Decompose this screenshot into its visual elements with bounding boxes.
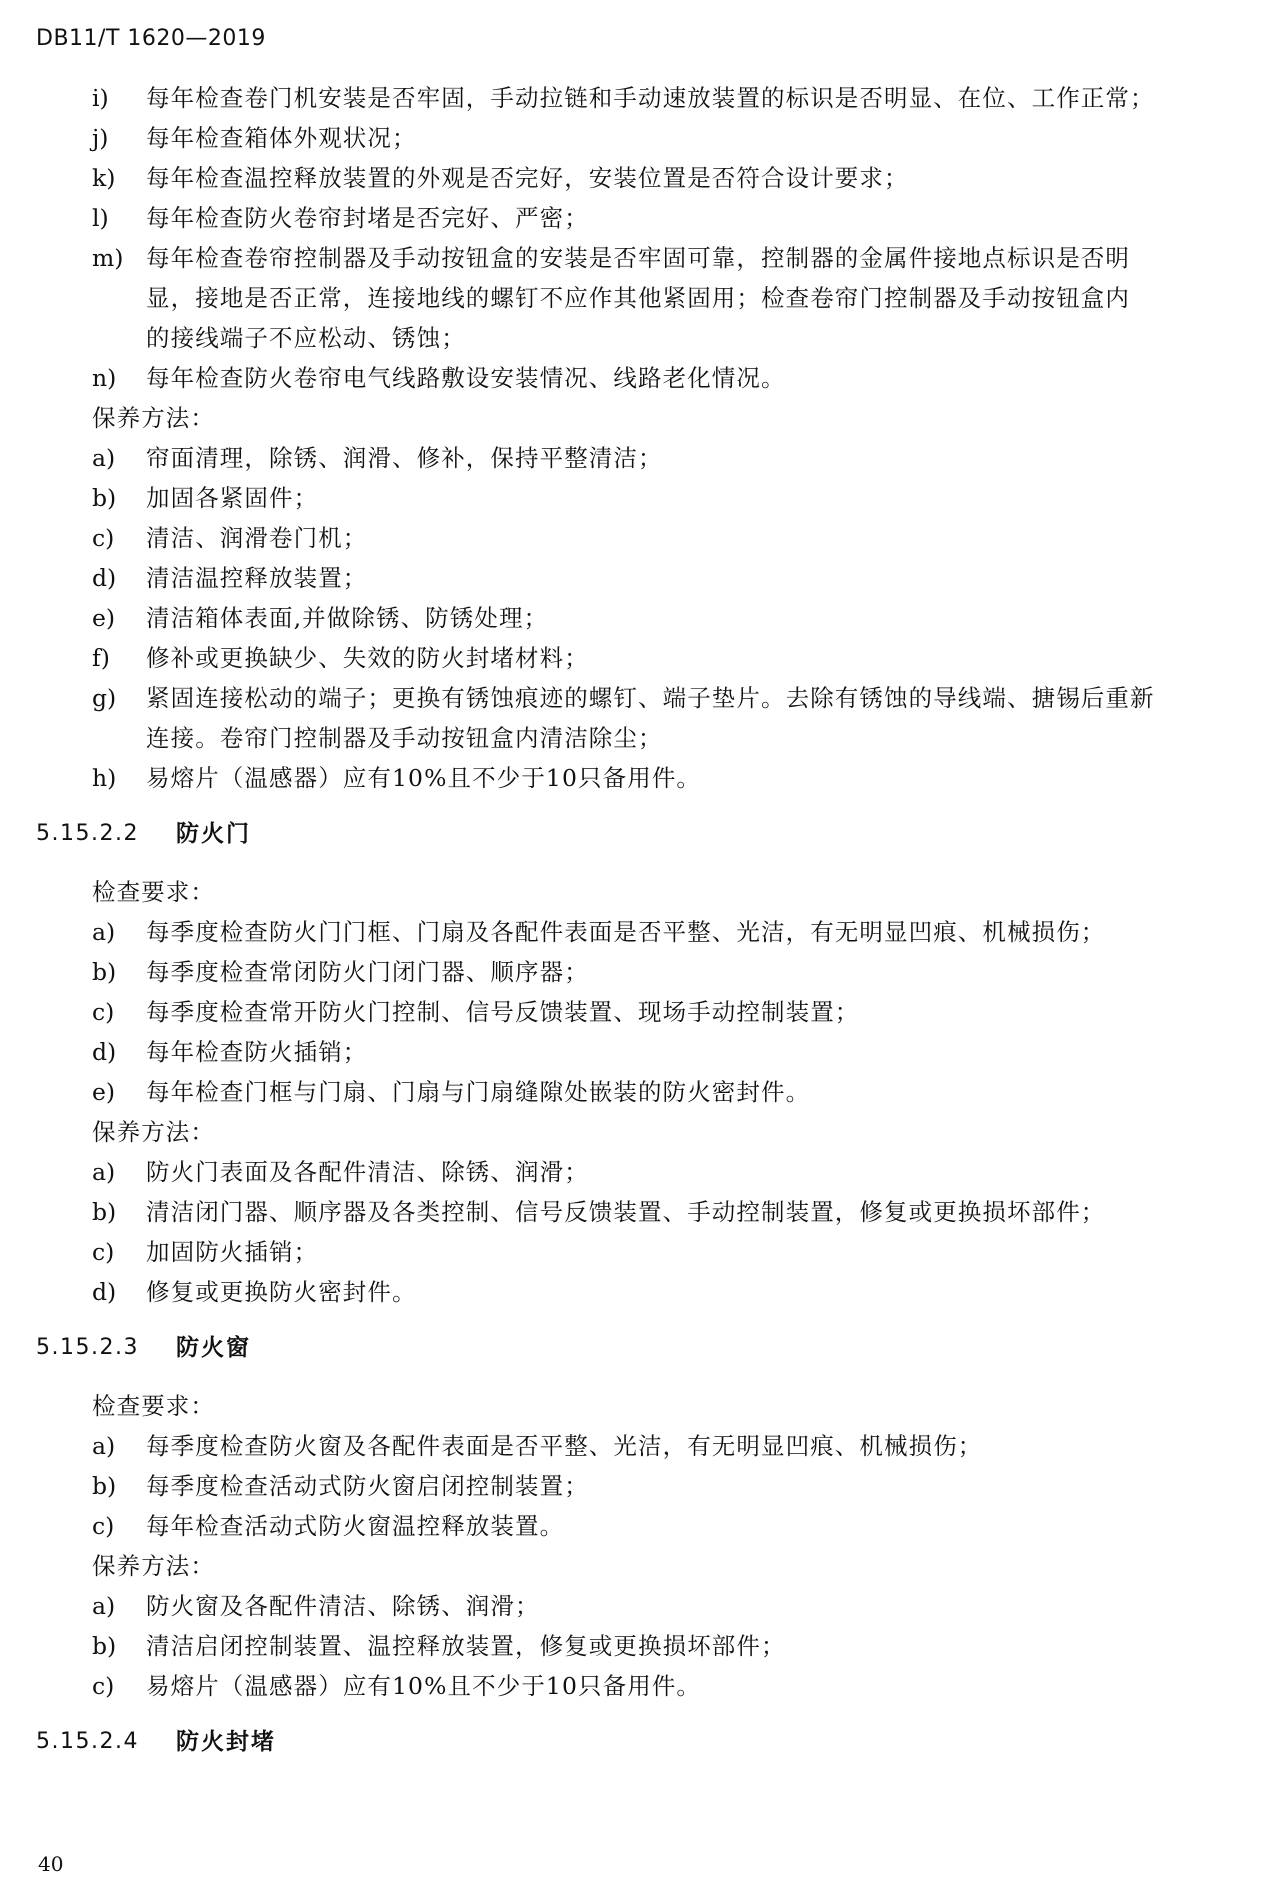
list-item-marker: a) — [92, 1158, 116, 1186]
subsection-label — [0, 1546, 1280, 1586]
list-item-marker: c) — [92, 1672, 115, 1700]
list-item-marker: b) — [92, 1632, 117, 1660]
list-item-text: 每年检查防火插销； — [146, 1038, 368, 1066]
list-item-text: 加固防火插销； — [146, 1238, 319, 1266]
subsection-label-text: 检查要求： — [92, 1392, 215, 1420]
list-item-text: 每年检查门框与门扇、门扇与门扇缝隙处嵌装的防火密封件。 — [146, 1078, 811, 1106]
list-item-marker: b) — [92, 1472, 117, 1500]
list-item — [0, 78, 1280, 118]
list-item — [0, 1426, 1280, 1466]
list-item-text: 清洁箱体表面,并做除锈、防锈处理； — [146, 604, 549, 632]
list-item-text: 易熔片（温感器）应有10%且不少于10只备用件。 — [146, 764, 702, 792]
list-item-marker: k) — [92, 164, 116, 192]
document-body — [0, 78, 1280, 1780]
list-item — [0, 1192, 1280, 1232]
list-item-marker: d) — [92, 1278, 117, 1306]
list-item — [0, 1072, 1280, 1112]
subsection-label — [0, 398, 1280, 438]
list-item-marker: c) — [92, 524, 115, 552]
subsection-label — [0, 872, 1280, 912]
list-item-text: 清洁闭门器、顺序器及各类控制、信号反馈装置、手动控制装置，修复或更换损坏部件； — [146, 1198, 1106, 1226]
list-item — [0, 1152, 1280, 1192]
list-item — [0, 912, 1280, 952]
list-item-text: 显，接地是否正常，连接地线的螺钉不应作其他紧固用；检查卷帘门控制器及手动按钮盒内 — [146, 284, 1130, 312]
list-item-text: 防火窗及各配件清洁、除锈、润滑； — [146, 1592, 540, 1620]
list-item — [0, 238, 1280, 278]
section-number: 5.15.2.3 — [36, 1335, 139, 1360]
list-item-continuation — [0, 718, 1280, 758]
page-number: 40 — [38, 1852, 64, 1876]
list-item — [0, 1232, 1280, 1272]
subsection-label — [0, 1386, 1280, 1426]
list-item — [0, 438, 1280, 478]
document-code: DB11/T 1620—2019 — [36, 26, 266, 51]
section-heading — [0, 810, 1280, 858]
subsection-label-text: 保养方法： — [92, 404, 215, 432]
section-number: 5.15.2.4 — [36, 1729, 139, 1754]
list-item-marker: c) — [92, 1238, 115, 1266]
subsection-label — [0, 1112, 1280, 1152]
list-item-text: 每季度检查防火窗及各配件表面是否平整、光洁，有无明显凹痕、机械损伤； — [146, 1432, 983, 1460]
list-item — [0, 992, 1280, 1032]
list-item-text: 每年检查防火卷帘封堵是否完好、严密； — [146, 204, 589, 232]
list-item-text: 帘面清理，除锈、润滑、修补，保持平整清洁； — [146, 444, 663, 472]
list-item-marker: e) — [92, 1078, 116, 1106]
list-item-marker: h) — [92, 764, 117, 792]
list-item — [0, 638, 1280, 678]
list-item — [0, 558, 1280, 598]
list-item — [0, 1666, 1280, 1706]
section-title: 防火门 — [176, 821, 251, 847]
subsection-label-text: 保养方法： — [92, 1552, 215, 1580]
list-item — [0, 1586, 1280, 1626]
list-item-text: 连接。卷帘门控制器及手动按钮盒内清洁除尘； — [146, 724, 663, 752]
list-item-text: 加固各紧固件； — [146, 484, 319, 512]
list-item — [0, 1032, 1280, 1072]
list-item-text: 每年检查防火卷帘电气线路敷设安装情况、线路老化情况。 — [146, 364, 786, 392]
list-item — [0, 198, 1280, 238]
list-item — [0, 598, 1280, 638]
list-item — [0, 118, 1280, 158]
list-item-text: 每季度检查防火门门框、门扇及各配件表面是否平整、光洁，有无明显凹痕、机械损伤； — [146, 918, 1106, 946]
list-item — [0, 478, 1280, 518]
list-item-marker: a) — [92, 444, 116, 472]
section-title: 防火封堵 — [176, 1729, 276, 1755]
section-heading — [0, 1718, 1280, 1766]
section-title: 防火窗 — [176, 1335, 251, 1361]
list-item — [0, 1272, 1280, 1312]
list-item-marker: a) — [92, 918, 116, 946]
section-heading — [0, 1324, 1280, 1372]
list-item-marker: d) — [92, 564, 117, 592]
list-item-text: 每季度检查常闭防火门闭门器、顺序器； — [146, 958, 589, 986]
list-item-marker: g) — [92, 684, 117, 712]
list-item-text: 清洁温控释放装置； — [146, 564, 368, 592]
list-item-marker: e) — [92, 604, 116, 632]
subsection-label-text: 检查要求： — [92, 878, 215, 906]
list-item-text: 每年检查活动式防火窗温控释放装置。 — [146, 1512, 565, 1540]
list-item — [0, 758, 1280, 798]
list-item-text: 每年检查卷门机安装是否牢固，手动拉链和手动速放装置的标识是否明显、在位、工作正常； — [146, 84, 1155, 112]
list-item-text: 清洁、润滑卷门机； — [146, 524, 368, 552]
list-item — [0, 358, 1280, 398]
list-item — [0, 678, 1280, 718]
list-item-text: 每季度检查常开防火门控制、信号反馈装置、现场手动控制装置； — [146, 998, 860, 1026]
list-item-marker: l) — [92, 204, 109, 232]
list-item-marker: a) — [92, 1592, 116, 1620]
list-item-text: 清洁启闭控制装置、温控释放装置，修复或更换损坏部件； — [146, 1632, 786, 1660]
list-item-marker: b) — [92, 958, 117, 986]
subsection-label-text: 保养方法： — [92, 1118, 215, 1146]
list-item-marker: m) — [92, 244, 124, 272]
list-item-marker: f) — [92, 644, 110, 672]
list-item — [0, 518, 1280, 558]
list-item-text: 易熔片（温感器）应有10%且不少于10只备用件。 — [146, 1672, 702, 1700]
list-item-text: 每季度检查活动式防火窗启闭控制装置； — [146, 1472, 589, 1500]
list-item — [0, 158, 1280, 198]
list-item-marker: a) — [92, 1432, 116, 1460]
list-item-marker: d) — [92, 1038, 117, 1066]
list-item-marker: j) — [92, 124, 109, 152]
list-item-marker: c) — [92, 998, 115, 1026]
list-item — [0, 1626, 1280, 1666]
list-item-text: 的接线端子不应松动、锈蚀； — [146, 324, 466, 352]
list-item-text: 每年检查卷帘控制器及手动按钮盒的安装是否牢固可靠，控制器的金属件接地点标识是否明 — [146, 244, 1130, 272]
list-item-text: 紧固连接松动的端子；更换有锈蚀痕迹的螺钉、端子垫片。去除有锈蚀的导线端、搪锡后重新 — [146, 684, 1155, 712]
list-item — [0, 1506, 1280, 1546]
list-item-marker: n) — [92, 364, 117, 392]
list-item-text: 每年检查温控释放装置的外观是否完好，安装位置是否符合设计要求； — [146, 164, 909, 192]
list-item — [0, 1466, 1280, 1506]
list-item-continuation — [0, 278, 1280, 318]
list-item-text: 每年检查箱体外观状况； — [146, 124, 417, 152]
list-item-continuation — [0, 318, 1280, 358]
list-item-text: 修复或更换防火密封件。 — [146, 1278, 417, 1306]
list-item — [0, 952, 1280, 992]
list-item-text: 防火门表面及各配件清洁、除锈、润滑； — [146, 1158, 589, 1186]
list-item-marker: i) — [92, 84, 109, 112]
list-item-marker: b) — [92, 484, 117, 512]
section-number: 5.15.2.2 — [36, 821, 139, 846]
list-item-text: 修补或更换缺少、失效的防火封堵材料； — [146, 644, 589, 672]
list-item-marker: c) — [92, 1512, 115, 1540]
list-item-marker: b) — [92, 1198, 117, 1226]
